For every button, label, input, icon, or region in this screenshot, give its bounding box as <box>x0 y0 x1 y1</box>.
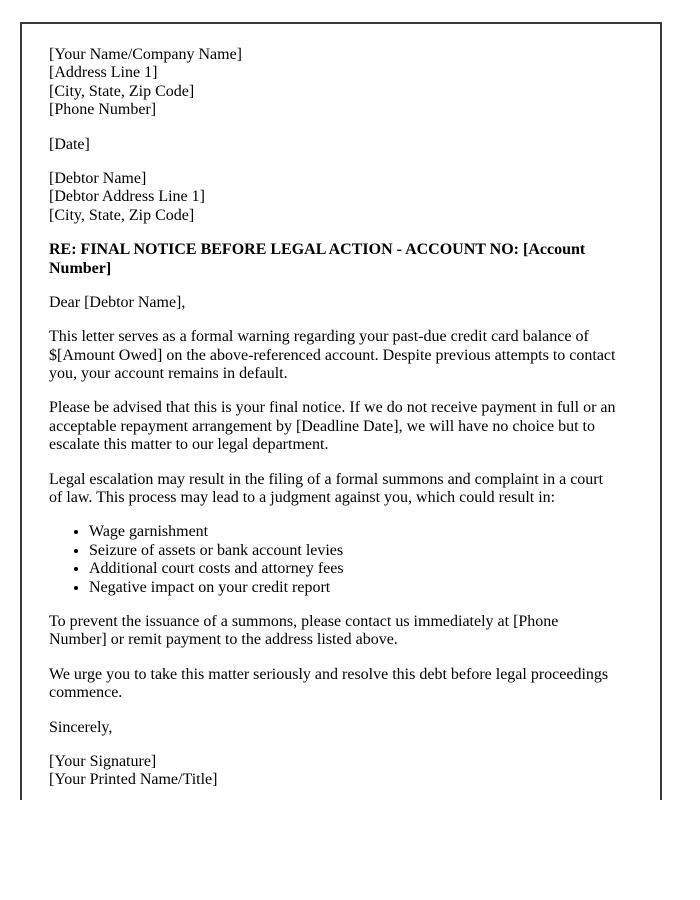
sender-address-block <box>49 46 618 120</box>
debtor-name: [Debtor Name] <box>49 169 147 187</box>
sender-name: [Your Name/Company Name] <box>49 46 243 63</box>
bullet-item: • Wage garnishment <box>89 523 618 541</box>
salutation: Dear [Debtor Name], <box>49 293 186 311</box>
bullet-item: • Seizure of assets or bank account levies <box>89 542 618 560</box>
closing-paragraph-1: To prevent the issuance of a summons, please contact us immediately at [Phone Number] or remit payment to the address listed above. <box>49 612 559 649</box>
consequences-list <box>49 523 618 597</box>
body-paragraph-2: Please be advised that this is your final notice. If we do not receive payment in full or an acceptable repayment arrangement by [Deadline Date], we will have no choice but to escalate this matter to our legal department. <box>49 399 616 454</box>
body-paragraph-1: This letter serves as a formal warning regarding your past-due credit card balance of $[Amount Owed] on the above-referenced account. Despite previous attempts to contact you, your account remains in default. <box>49 328 616 383</box>
bullet-item: • Negative impact on your credit report <box>89 579 618 597</box>
closing-paragraph-2: We urge you to take this matter seriously and resolve this debt before legal proceedings commence. <box>49 665 609 702</box>
signature-placeholder: [Your Signature] <box>49 752 157 770</box>
sender-address-line1: [Address Line 1] <box>49 64 158 82</box>
letter-frame <box>20 22 662 800</box>
printed-name-title: [Your Printed Name/Title] <box>49 771 218 789</box>
body-paragraph-3: Legal escalation may result in the filing of a formal summons and complaint in a court of law. This process may lead to a judgment against you, which could result in: <box>49 470 604 507</box>
signoff: Sincerely, <box>49 718 113 736</box>
debtor-city-state-zip: [City, State, Zip Code] <box>49 206 195 224</box>
bullet-item: • Additional court costs and attorney fees <box>89 560 618 578</box>
subject-line: RE: FINAL NOTICE BEFORE LEGAL ACTION - ACCOUNT NO: [Account Number] <box>49 241 586 277</box>
sender-city-state-zip: [City, State, Zip Code] <box>49 82 195 100</box>
signature-block <box>49 753 618 790</box>
date-line: [Date] <box>49 135 90 153</box>
debtor-address-line1: [Debtor Address Line 1] <box>49 188 205 206</box>
sender-phone: [Phone Number] <box>49 101 157 119</box>
recipient-address-block <box>49 170 618 225</box>
